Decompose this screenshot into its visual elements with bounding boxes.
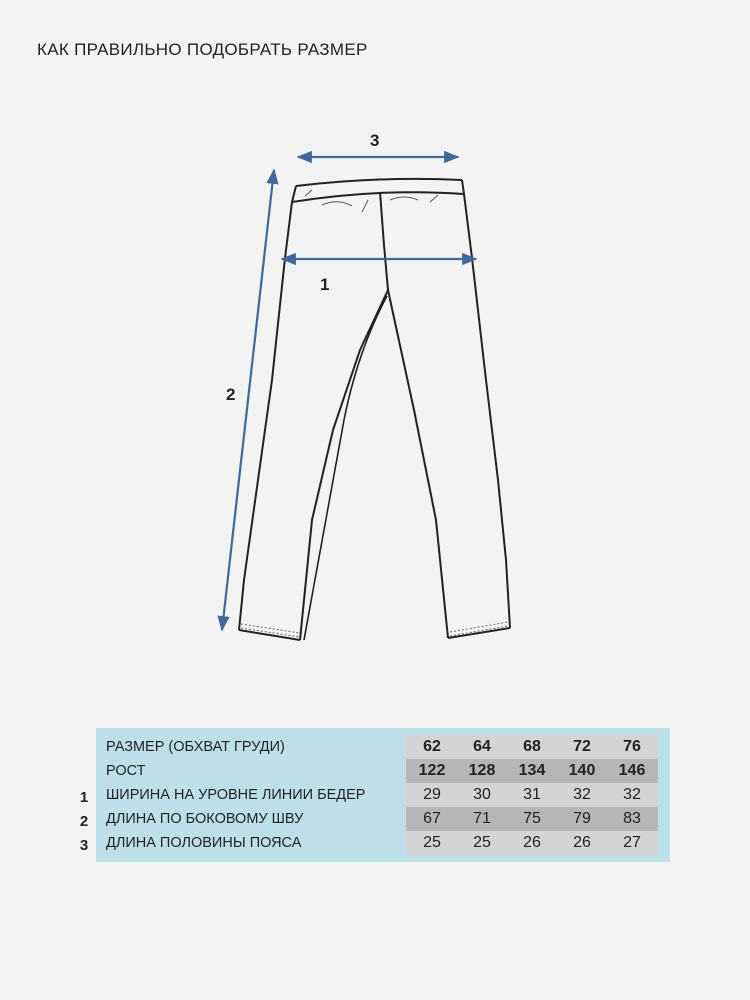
table-cell: 25	[473, 834, 491, 851]
table-cell: 122	[418, 762, 446, 779]
table-cell: 146	[618, 762, 646, 779]
table-cell: 71	[473, 810, 491, 827]
table-cell: 76	[623, 738, 641, 755]
row-label: РАЗМЕР (ОБХВАТ ГРУДИ)	[106, 739, 285, 755]
row-number: 1	[79, 789, 89, 806]
table-row	[96, 735, 670, 759]
table-cell: 64	[473, 738, 491, 755]
size-table	[96, 728, 670, 862]
dimension-label-1: 1	[320, 275, 330, 294]
table-cell: 32	[573, 786, 591, 803]
table-row	[96, 783, 670, 807]
row-cells	[406, 759, 658, 783]
dimension-label-3: 3	[370, 131, 380, 150]
row-label: ШИРИНА НА УРОВНЕ ЛИНИИ БЕДЕР	[106, 787, 366, 803]
row-cells	[406, 735, 658, 759]
table-cell: 128	[468, 762, 496, 779]
table-cell: 31	[523, 786, 541, 803]
table-cell: 32	[623, 786, 641, 803]
table-cell: 68	[523, 738, 541, 755]
row-cells	[406, 831, 658, 855]
row-label: ДЛИНА ПО БОКОВОМУ ШВУ	[106, 811, 304, 827]
table-cell: 67	[423, 810, 441, 827]
table-row	[96, 807, 670, 831]
row-label: ДЛИНА ПОЛОВИНЫ ПОЯСА	[106, 835, 302, 851]
table-cell: 26	[523, 834, 541, 851]
table-cell: 75	[523, 810, 541, 827]
table-cell: 30	[473, 786, 491, 803]
table-cell: 29	[423, 786, 441, 803]
table-cell: 25	[423, 834, 441, 851]
table-cell: 26	[573, 834, 591, 851]
table-cell: 72	[573, 738, 591, 755]
row-number: 3	[79, 837, 89, 854]
row-number: 2	[79, 813, 89, 830]
row-label: РОСТ	[106, 763, 146, 779]
table-cell: 62	[423, 738, 441, 755]
table-cell: 83	[623, 810, 641, 827]
table-row	[96, 759, 670, 783]
page-title: КАК ПРАВИЛЬНО ПОДОБРАТЬ РАЗМЕР	[37, 40, 368, 59]
table-cell: 27	[623, 834, 641, 851]
table-cell: 79	[573, 810, 591, 827]
row-cells	[406, 807, 658, 831]
table-cell: 140	[568, 762, 596, 779]
table-row	[96, 831, 670, 855]
pants-outline	[239, 179, 510, 640]
row-cells	[406, 783, 658, 807]
table-cell: 134	[518, 762, 546, 779]
dimension-label-2: 2	[226, 385, 236, 404]
